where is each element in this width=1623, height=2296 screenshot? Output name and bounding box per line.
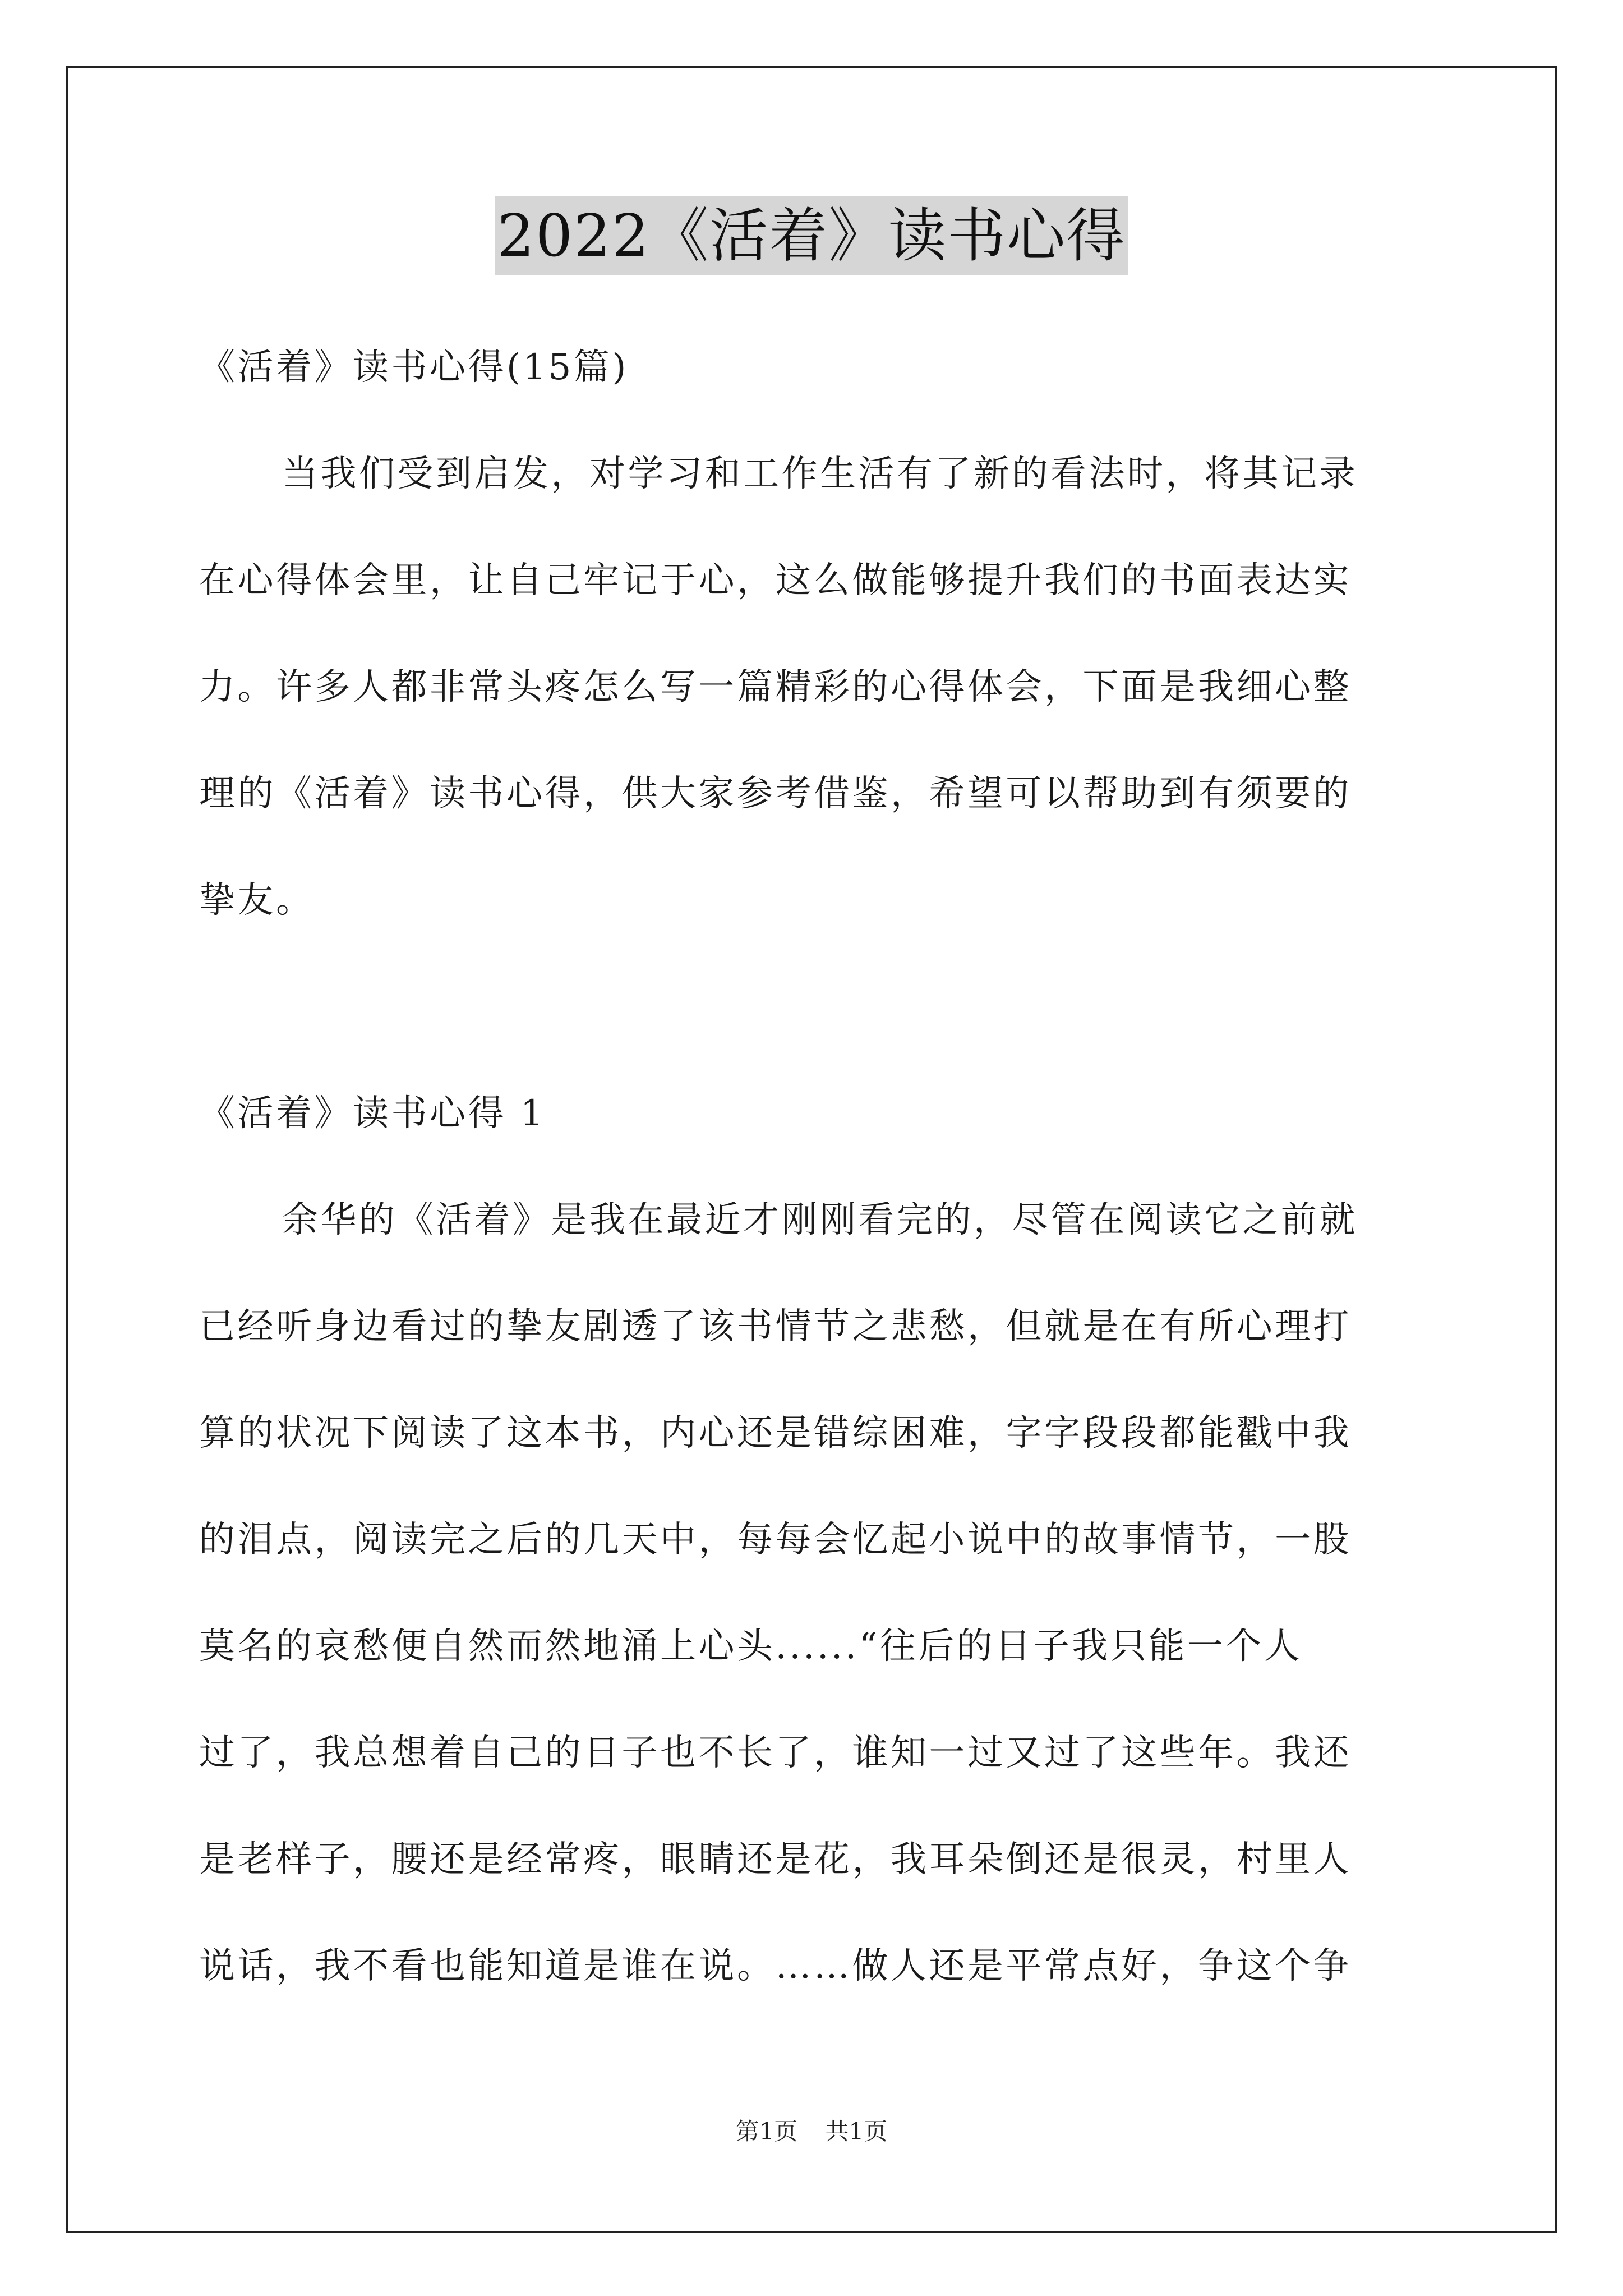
section-line: 余华的《活着》是我在最近才刚刚看完的，尽管在阅读它之前就: [282, 1199, 1358, 1241]
document-subtitle: 《活着》读书心得(15篇): [199, 347, 629, 388]
page-footer: [0, 2115, 1623, 2148]
section-line: 说话，我不看也能知道是谁在说。……做人还是平常点好，争这个争: [199, 1945, 1352, 1987]
section-line: 莫名的哀愁便自然而然地涌上心头......“往后的日子我只能一个人: [199, 1626, 1303, 1667]
section-line: 已经听身边看过的挚友剧透了该书情节之悲愁，但就是在有所心理打: [199, 1306, 1352, 1347]
section-line: 过了，我总想着自己的日子也不长了，谁知一过又过了这些年。我还: [199, 1732, 1352, 1774]
title-container: [0, 196, 1623, 275]
section-line: 是老样子，腰还是经常疼，眼睛还是花，我耳朵倒还是很灵，村里人: [199, 1839, 1352, 1880]
section-line: 算的状况下阅读了这本书，内心还是错综困难，字字段段都能戳中我: [199, 1412, 1352, 1454]
section-heading: 《活着》读书心得 1: [199, 1093, 546, 1134]
page-number-current: 第1页: [735, 2118, 798, 2145]
intro-line: 理的《活着》读书心得，供大家参考借鉴，希望可以帮助到有须要的: [199, 773, 1352, 815]
intro-line: 在心得体会里，让自己牢记于心，这么做能够提升我们的书面表达实: [199, 560, 1352, 601]
page-number-total: 共1页: [825, 2118, 888, 2145]
intro-line: 力。许多人都非常头疼怎么写一篇精彩的心得体会，下面是我细心整: [199, 666, 1352, 708]
section-line: 的泪点，阅读完之后的几天中，每每会忆起小说中的故事情节，一股: [199, 1519, 1352, 1561]
intro-line: 挚友。: [199, 880, 315, 921]
document-body: [199, 314, 1427, 2019]
document-title: 2022《活着》读书心得: [495, 196, 1128, 275]
intro-line: 当我们受到启发，对学习和工作生活有了新的看法时，将其记录: [282, 453, 1358, 495]
paragraph-spacer: [199, 954, 1427, 1060]
